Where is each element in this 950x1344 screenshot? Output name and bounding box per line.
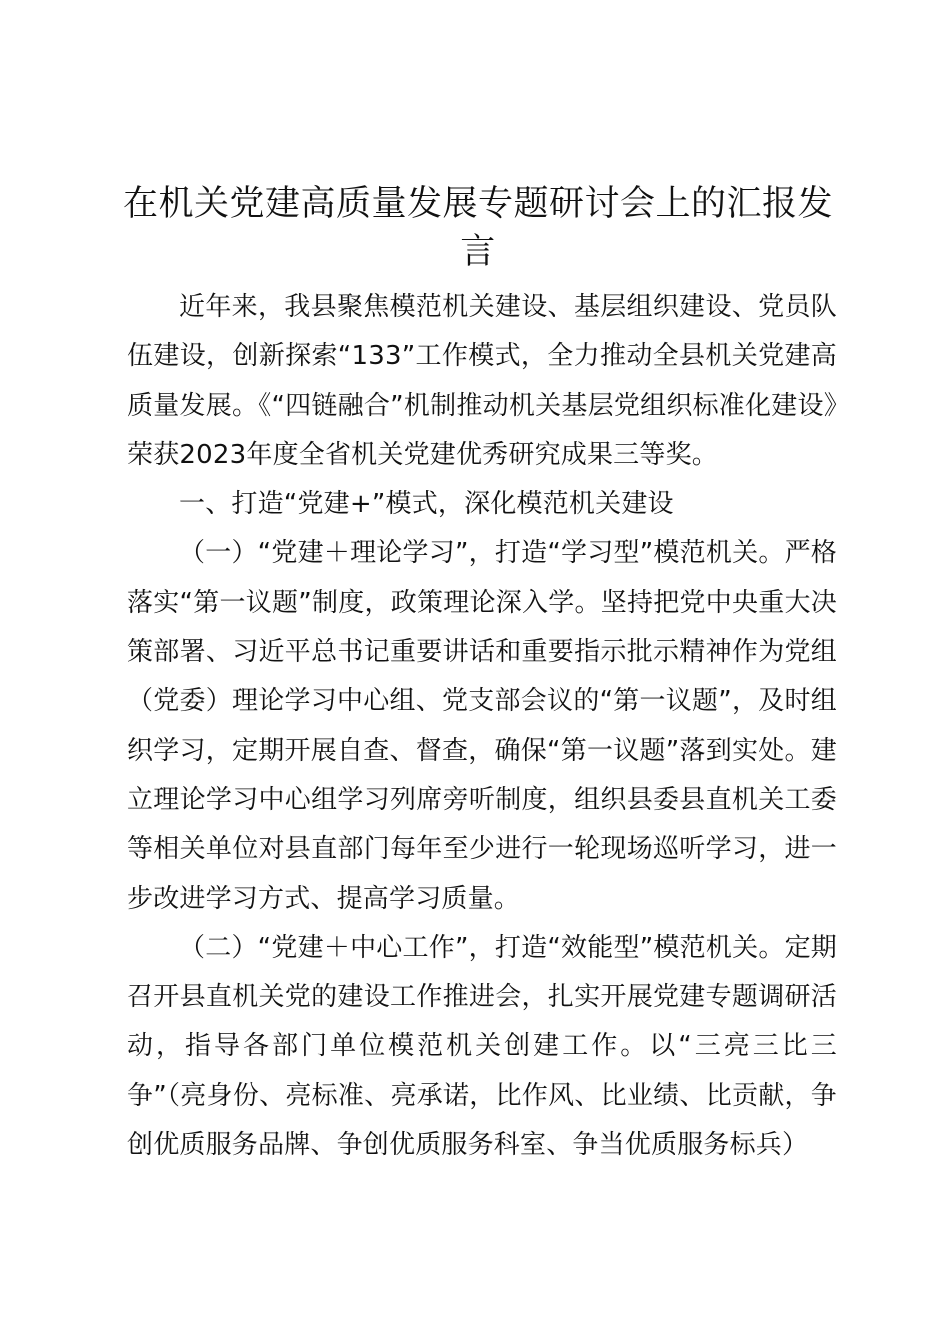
subsection-paragraph-1: （一）“党建＋理论学习”，打造“学习型”模范机关。严格落实“第一议题”制度，政策理论深入学。坚持把党中央重大决策部署、习近平总书记重要讲话和重要指示批示精神作为党组（党委）理论学习中心组、党支部会议的“第一议题”，及时组织学习，定期开展自查、督查，确保“第一议题”落到实处。建立理论学习中心组学习列席旁听制度，组织县委县直机关工委等相关单位对县直部门每年至少进行一轮现场巡听学习，进一步改进学习方式、提高学习质量。 bbox=[127, 538, 837, 914]
intro-paragraph: 近年来，我县聚焦模范机关建设、基层组织建设、党员队伍建设，创新探索“133”工作模式，全力推动全县机关党建高质量发展。《“四链融合”机制推动机关基层党组织标准化建设》荣获2023年度全省机关党建优秀研究成果三等奖。 bbox=[127, 292, 837, 470]
document-title: 在机关党建高质量发展专题研讨会上的汇报发言 bbox=[122, 184, 833, 272]
document-body bbox=[127, 283, 837, 1170]
subsection-paragraph-2: （二）“党建＋中心工作”，打造“效能型”模范机关。定期召开县直机关党的建设工作推进会，扎实开展党建专题调研活动，指导各部门单位模范机关创建工作。以“三亮三比三争”（亮身份、亮标准、亮承诺，比作风、比业绩、比贡献，争创优质服务品牌、争创优质服务科室、争当优质服务标兵） bbox=[127, 932, 837, 1161]
section-heading-1: 一、打造“党建+”模式，深化模范机关建设 bbox=[179, 489, 674, 520]
